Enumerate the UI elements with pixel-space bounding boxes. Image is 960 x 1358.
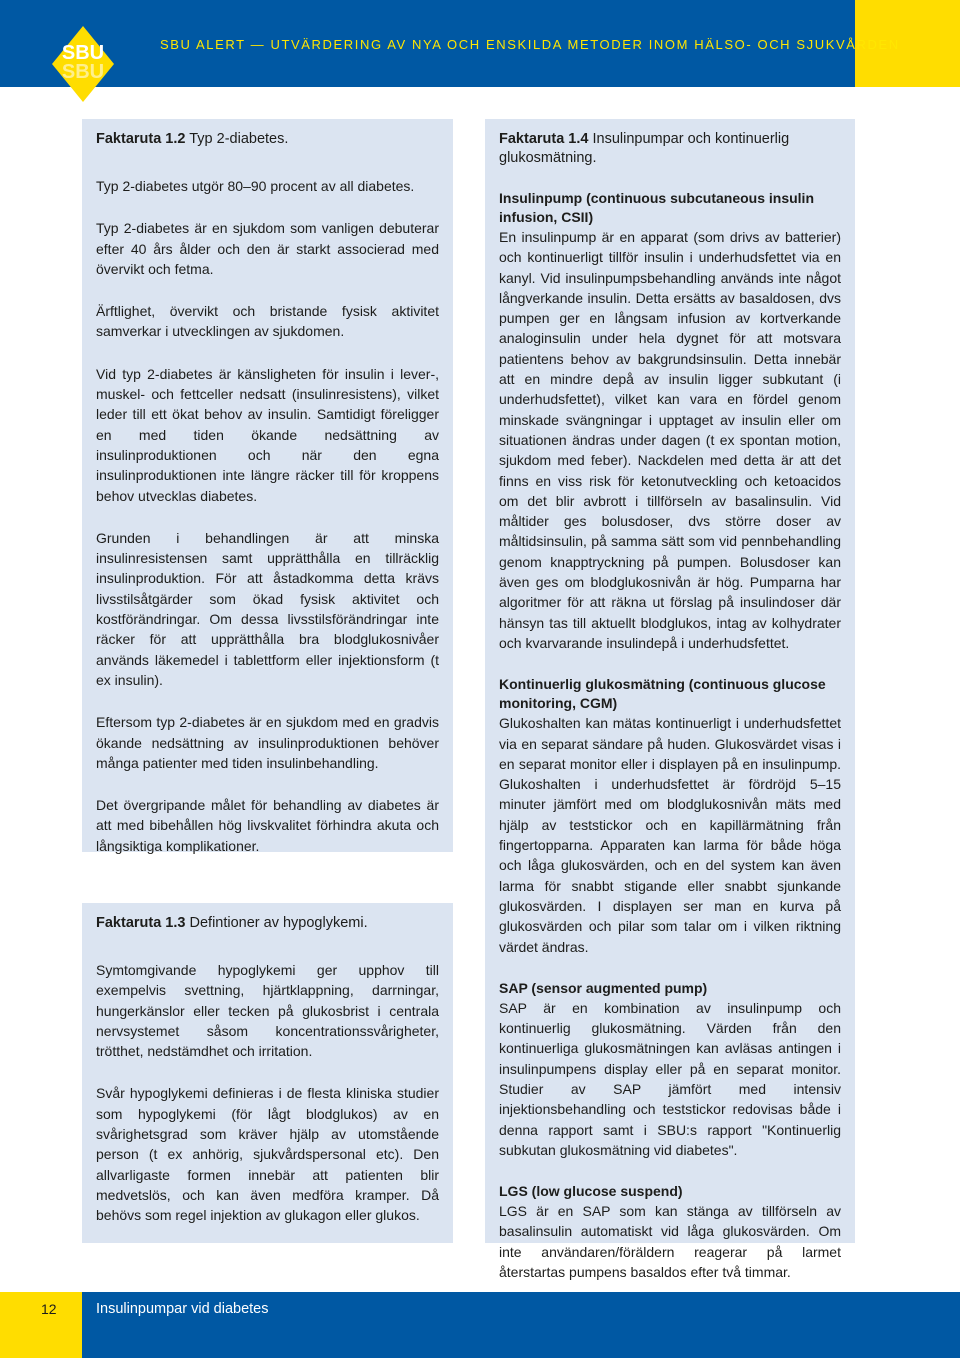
sbu-logo bbox=[52, 26, 114, 102]
faktaruta-heading bbox=[499, 130, 841, 168]
faktaruta-title: Insulinpumpar och kontinuerlig glukosmätning. bbox=[499, 131, 790, 166]
section-heading: LGS (low glucose suspend) bbox=[499, 1183, 683, 1200]
faktaruta-label: Faktaruta 1.4 bbox=[499, 131, 589, 147]
paragraph: Det övergripande målet för behandling av diabetes är att med bibehållen hög livskvalitet förhindra akuta och långsiktiga komplikationer. bbox=[96, 797, 439, 854]
footer-title: Insulinpumpar vid diabetes bbox=[96, 1301, 269, 1317]
paragraph: Grunden i behandlingen är att minska insulinresistensen samt upprätthålla en tillräcklig insulinproduktion. För att åstadkomma detta krävs livsstilsåtgärder som ökad fysisk aktivitet och kostförändringar. Om dessa livsstilsförändringar inte räcker för att upprätthålla bra blodglukosnivåer används läkemedel i tablettform eller injektionsform (t ex insulin). bbox=[96, 529, 439, 688]
sbu-logo-reflection: SBU bbox=[61, 61, 105, 83]
section-text: Glukoshalten kan mätas kontinuerligt i underhudsfettet via en separat sändare på huden. Glukosvärdet visas i en separat monitor eller i displayen på en insulinpump. Glukoshalten i underhudsfettet är fördröjd 5–15 minuter jämfört med om blodglukosnivån mäts med hjälp av teststickor och en kapillärmätning från fingertopparna. Apparaten kan larma för både höga och låga glukosvärden, och en del system kan även larma för snabbt stigande eller snabbt sjunkande glukosvärden. I displayen ser man en kurva på glukosvärden och pilar som talar om i vilken riktning värdet ändras. bbox=[499, 715, 841, 955]
paragraph: Ärftlighet, övervikt och bristande fysisk aktivitet samverkar i utvecklingen av sjukdomen. bbox=[96, 303, 439, 340]
section-text: LGS är en SAP som kan stänga av tillförseln av basalinsulin automatiskt vid låga glukosvärden. Om inte användaren/föräldern reagerar på larmet återstartas pumpens basaldos efter två timmar. bbox=[499, 1203, 841, 1281]
paragraph: Symtomgivande hypoglykemi ger upphov till exempelvis svettning, hjärtklappning, darrningar, hungerkänslor eller tecken på glukosbrist i centrala nervsystemet såsom koncentrationssvårigheter, trötthet, nedstämdhet och irritation. bbox=[96, 962, 439, 1060]
section-text: SAP är en kombination av insulinpump och kontinuerlig glukosmätning. Värden från den kontinuerliga glukosmätningen kan avläsas antingen i insulinpumpens display eller på en separat monitor. Studier av SAP jämfört med intensiv injektionsbehandling och teststickor redovisas både i denna rapport samt i SBU:s rapport "Kontinuerlig subkutan glukosmätning vid diabetes". bbox=[499, 999, 841, 1158]
page-number: 12 bbox=[41, 1301, 57, 1317]
header-title: SBU ALERT — UTVÄRDERING AV NYA OCH ENSKILDA METODER INOM HÄLSO- OCH SJUKVÅRDEN bbox=[160, 37, 900, 52]
faktaruta-1-2 bbox=[82, 119, 453, 852]
faktaruta-label: Faktaruta 1.3 bbox=[96, 915, 186, 931]
faktaruta-label: Faktaruta 1.2 bbox=[96, 131, 186, 147]
section-heading: Insulinpump (continuous subcutaneous insulin infusion, CSII) bbox=[499, 190, 814, 225]
faktaruta-1-3 bbox=[82, 903, 453, 1243]
paragraph: Typ 2-diabetes är en sjukdom som vanligen debuterar efter 40 års ålder och den är starkt associerad med övervikt och fetma. bbox=[96, 220, 439, 277]
faktaruta-1-4 bbox=[485, 119, 855, 1281]
paragraph: Vid typ 2-diabetes är känsligheten för insulin i lever-, muskel- och fettceller nedsatt (insulinresistens), vilket leder till ett ökat behov av insulin. Samtidigt föreligger en med tiden ökande nedsättning av insulinproduktionen och när den egna insulinproduktionen inte längre räcker till för kroppens behov utvecklas diabetes. bbox=[96, 365, 439, 504]
faktaruta-title: Defintioner av hypoglykemi. bbox=[189, 915, 368, 931]
faktaruta-heading bbox=[96, 130, 439, 149]
paragraph: Svår hypoglykemi definieras i de flesta kliniska studier som hypoglykemi (för lågt blodglukos) av en svårighetsgrad som kräver hjälp av utomstående person (t ex anhörig, sjukvårdspersonal etc). Den allvarligaste formen innebär att patienten blir medvetslös, och kan även medföra kramper. Då behövs som regel injektion av glukagon eller glukos. bbox=[96, 1085, 439, 1224]
sbu-logo-text: SBU bbox=[61, 42, 105, 64]
paragraph: Eftersom typ 2-diabetes är en sjukdom med en gradvis ökande nedsättning av insulinproduktionen behöver många patienter med tiden insulinbehandling. bbox=[96, 714, 439, 771]
section-heading: Kontinuerlig glukosmätning (continuous glucose monitoring, CGM) bbox=[499, 676, 826, 712]
paragraph: Typ 2-diabetes utgör 80–90 procent av all diabetes. bbox=[96, 178, 415, 194]
section-heading: SAP (sensor augmented pump) bbox=[499, 979, 708, 996]
faktaruta-title: Typ 2-diabetes. bbox=[189, 131, 289, 147]
section-text: En insulinpump är en apparat (som drivs av batterier) och kontinuerligt tillför insulin i underhudsfettet via en kanyl. Vid insulinpumpsbehandling används inte något långverkande insulin. Detta ersätts av basaldosen, dvs pumpen ger en långsam infusion av kortverkande analoginsulin under hela dygnet för att motsvara patientens behov av bakgrundsinsulin. Detta innebär att en mindre depå av insulin ligger subkutant (i underhudsfettet), vilket kan vara en fördel genom minskade svängningar i upptaget av insulin eller om situationen ändras under dagen (t ex spontan motion, sjukdom med feber). Nackdelen med detta är att det finns en viss risk för ketonutveckling och ketoacidos om det blir avbrott i tillförseln av basalinsulin. Vid måltider ges bolusdoser, dvs större doser av måltidsinsulin, på samma sätt som vid pennbehandling genom knapptryckning på pumpen. Bolusdoser kan även ges om blodglukosnivån är hög. Pumparna har algoritmer för att räkna ut förslag på insulindoser där hänsyn tas till aktuellt blodglukos, intag av kolhydrater och kvarvarande insulindepå i underhudsfettet. bbox=[499, 229, 841, 651]
faktaruta-heading bbox=[96, 914, 439, 933]
